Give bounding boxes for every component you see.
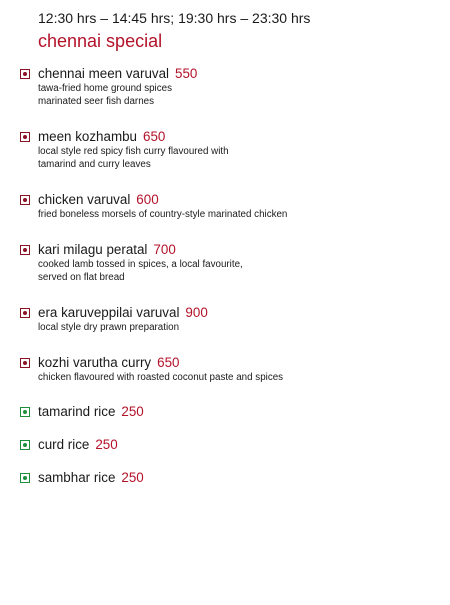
description-line: tamarind and curry leaves bbox=[38, 159, 151, 170]
dish-name: kari milagu peratal bbox=[38, 242, 148, 257]
menu-item bbox=[20, 437, 440, 453]
description-line: local style dry prawn preparation bbox=[38, 322, 180, 333]
menu-list bbox=[20, 66, 440, 486]
menu-item bbox=[20, 66, 440, 108]
dish-description bbox=[38, 258, 440, 284]
non-veg-marker-icon bbox=[20, 358, 30, 368]
dish-description bbox=[38, 82, 440, 108]
menu-item bbox=[20, 192, 440, 221]
dish-description bbox=[38, 145, 440, 171]
veg-marker-icon bbox=[20, 407, 30, 417]
non-veg-marker-icon bbox=[20, 195, 30, 205]
dish-name: chennai meen varuval bbox=[38, 66, 170, 81]
dish-price: 550 bbox=[175, 66, 198, 81]
description-line: tawa-fried home ground spices bbox=[38, 83, 172, 94]
item-heading bbox=[38, 242, 440, 258]
dish-name: curd rice bbox=[38, 437, 90, 452]
item-heading bbox=[38, 129, 440, 145]
dish-price: 650 bbox=[143, 129, 166, 144]
non-veg-marker-icon bbox=[20, 308, 30, 318]
description-line: fried boneless morsels of country-style marinated chicken bbox=[38, 209, 288, 220]
dish-name: kozhi varutha curry bbox=[38, 355, 152, 370]
dish-price: 700 bbox=[153, 242, 176, 257]
description-line: local style red spicy fish curry flavoured with bbox=[38, 146, 229, 157]
menu-item bbox=[20, 305, 440, 334]
menu-item bbox=[20, 129, 440, 171]
item-heading bbox=[38, 355, 440, 371]
menu-item bbox=[20, 470, 440, 486]
dish-description bbox=[38, 371, 440, 384]
service-hours: 12:30 hrs – 14:45 hrs; 19:30 hrs – 23:30 hrs bbox=[38, 10, 311, 26]
item-heading bbox=[38, 305, 440, 321]
item-heading bbox=[38, 470, 440, 486]
menu-item bbox=[20, 355, 440, 384]
non-veg-marker-icon bbox=[20, 245, 30, 255]
description-line: served on flat bread bbox=[38, 272, 125, 283]
non-veg-marker-icon bbox=[20, 132, 30, 142]
item-heading bbox=[38, 404, 440, 420]
item-heading bbox=[38, 192, 440, 208]
dish-price: 600 bbox=[136, 192, 159, 207]
dish-description bbox=[38, 321, 440, 334]
dish-description bbox=[38, 208, 440, 221]
dish-name: meen kozhambu bbox=[38, 129, 137, 144]
dish-price: 250 bbox=[95, 437, 118, 452]
item-heading bbox=[38, 66, 440, 82]
description-line: marinated seer fish darnes bbox=[38, 96, 154, 107]
description-line: cooked lamb tossed in spices, a local favourite, bbox=[38, 259, 243, 270]
veg-marker-icon bbox=[20, 473, 30, 483]
dish-name: era karuveppilai varuval bbox=[38, 305, 180, 320]
description-line: chicken flavoured with roasted coconut paste and spices bbox=[38, 372, 284, 383]
menu-item bbox=[20, 404, 440, 420]
dish-price: 250 bbox=[121, 470, 144, 485]
item-heading bbox=[38, 437, 440, 453]
dish-price: 250 bbox=[121, 404, 144, 419]
dish-price: 900 bbox=[185, 305, 208, 320]
dish-name: sambhar rice bbox=[38, 470, 116, 485]
veg-marker-icon bbox=[20, 440, 30, 450]
dish-price: 650 bbox=[157, 355, 180, 370]
section-title: chennai special bbox=[38, 31, 163, 51]
non-veg-marker-icon bbox=[20, 69, 30, 79]
menu-item bbox=[20, 242, 440, 284]
dish-name: tamarind rice bbox=[38, 404, 116, 419]
dish-name: chicken varuval bbox=[38, 192, 131, 207]
